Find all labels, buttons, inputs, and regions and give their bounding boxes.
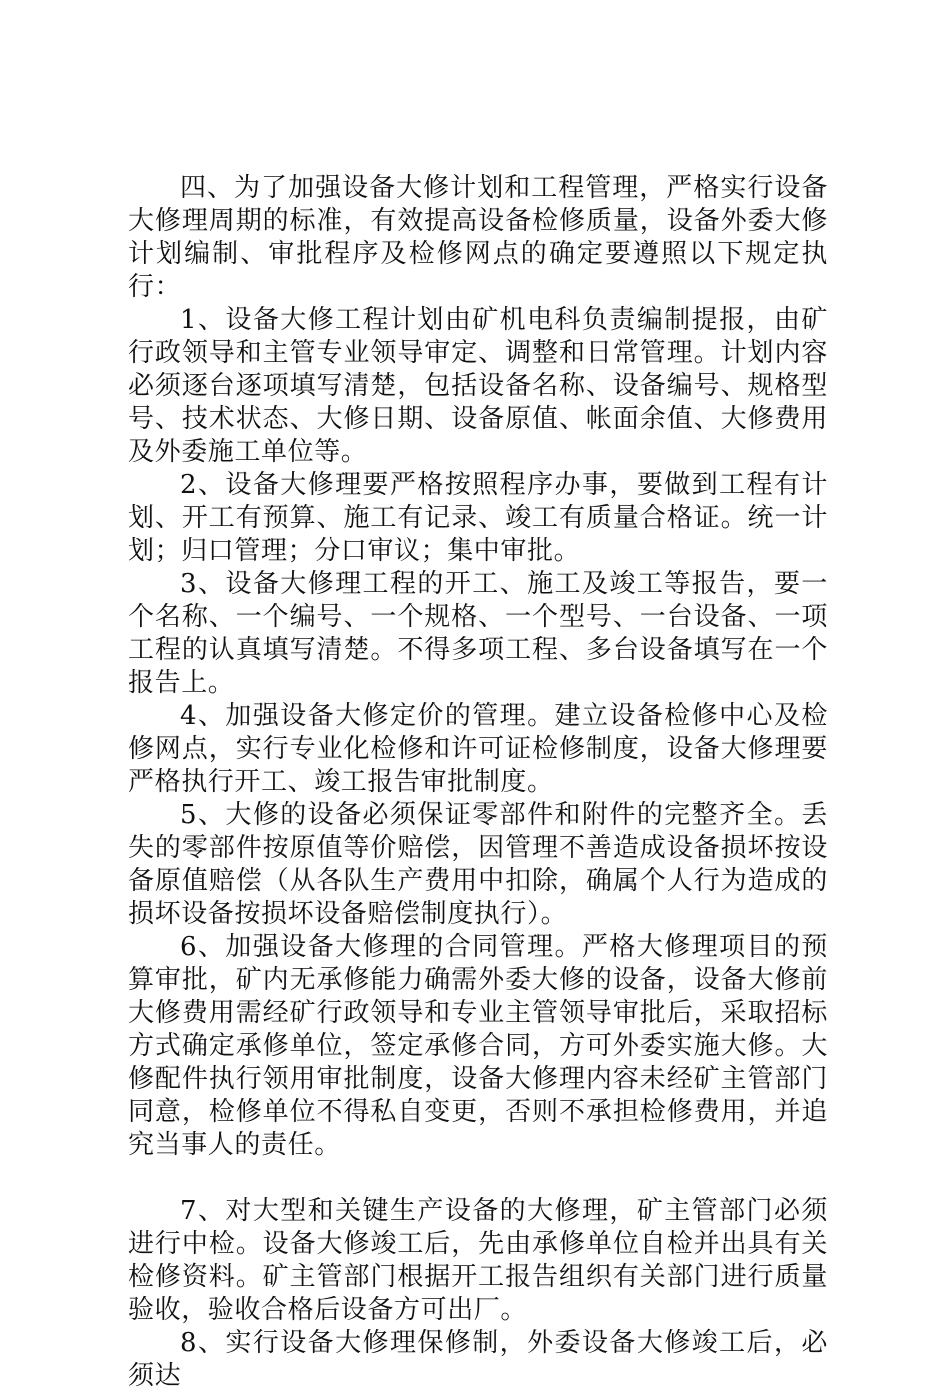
paragraph-item-2: 2、设备大修理要严格按照程序办事，要做到工程有计划、开工有预算、施工有记录、竣工有质量合格证。统一计划；归口管理；分口审议；集中审批。	[128, 470, 828, 566]
paragraph-item-4: 4、加强设备大修定价的管理。建立设备检修中心及检修网点，实行专业化检修和许可证检修制度，设备大修理要严格执行开工、竣工报告审批制度。	[128, 701, 828, 797]
paragraph-item-7: 7、对大型和关键生产设备的大修理，矿主管部门必须进行中检。设备大修竣工后，先由承修单位自检并出具有关检修资料。矿主管部门根据开工报告组织有关部门进行质量验收，验收合格后设备方可出厂。	[128, 1196, 828, 1325]
paragraph-item-5: 5、大修的设备必须保证零部件和附件的完整齐全。丢失的零部件按原值等价赔偿，因管理不善造成设备损坏按设备原值赔偿（从各队生产费用中扣除，确属个人行为造成的损坏设备按损坏设备赔偿制度执行）。	[128, 800, 828, 929]
paragraph-item-8: 8、实行设备大修理保修制，外委设备大修竣工后，必须达	[128, 1328, 828, 1391]
paragraph-item-3: 3、设备大修理工程的开工、施工及竣工等报告，要一个名称、一个编号、一个规格、一个型号、一台设备、一项工程的认真填写清楚。不得多项工程、多台设备填写在一个报告上。	[128, 569, 828, 698]
document-body	[128, 172, 828, 1393]
paragraph-item-6: 6、加强设备大修理的合同管理。严格大修理项目的预算审批，矿内无承修能力确需外委大修的设备，设备大修前大修费用需经矿行政领导和专业主管领导审批后，采取招标方式确定承修单位，签定承修合同，方可外委实施大修。大修配件执行领用审批制度，设备大修理内容未经矿主管部门同意，检修单位不得私自变更，否则不承担检修费用，并追究当事人的责任。	[128, 932, 828, 1160]
paragraph-item-1: 1、设备大修工程计划由矿机电科负责编制提报，由矿行政领导和主管专业领导审定、调整和日常管理。计划内容必须逐台逐项填写清楚，包括设备名称、设备编号、规格型号、技术状态、大修日期、设备原值、帐面余值、大修费用及外委施工单位等。	[128, 305, 828, 467]
paragraph-section-four: 四、为了加强设备大修计划和工程管理，严格实行设备大修理周期的标准，有效提高设备检修质量，设备外委大修计划编制、审批程序及检修网点的确定要遵照以下规定执行：	[128, 173, 828, 302]
